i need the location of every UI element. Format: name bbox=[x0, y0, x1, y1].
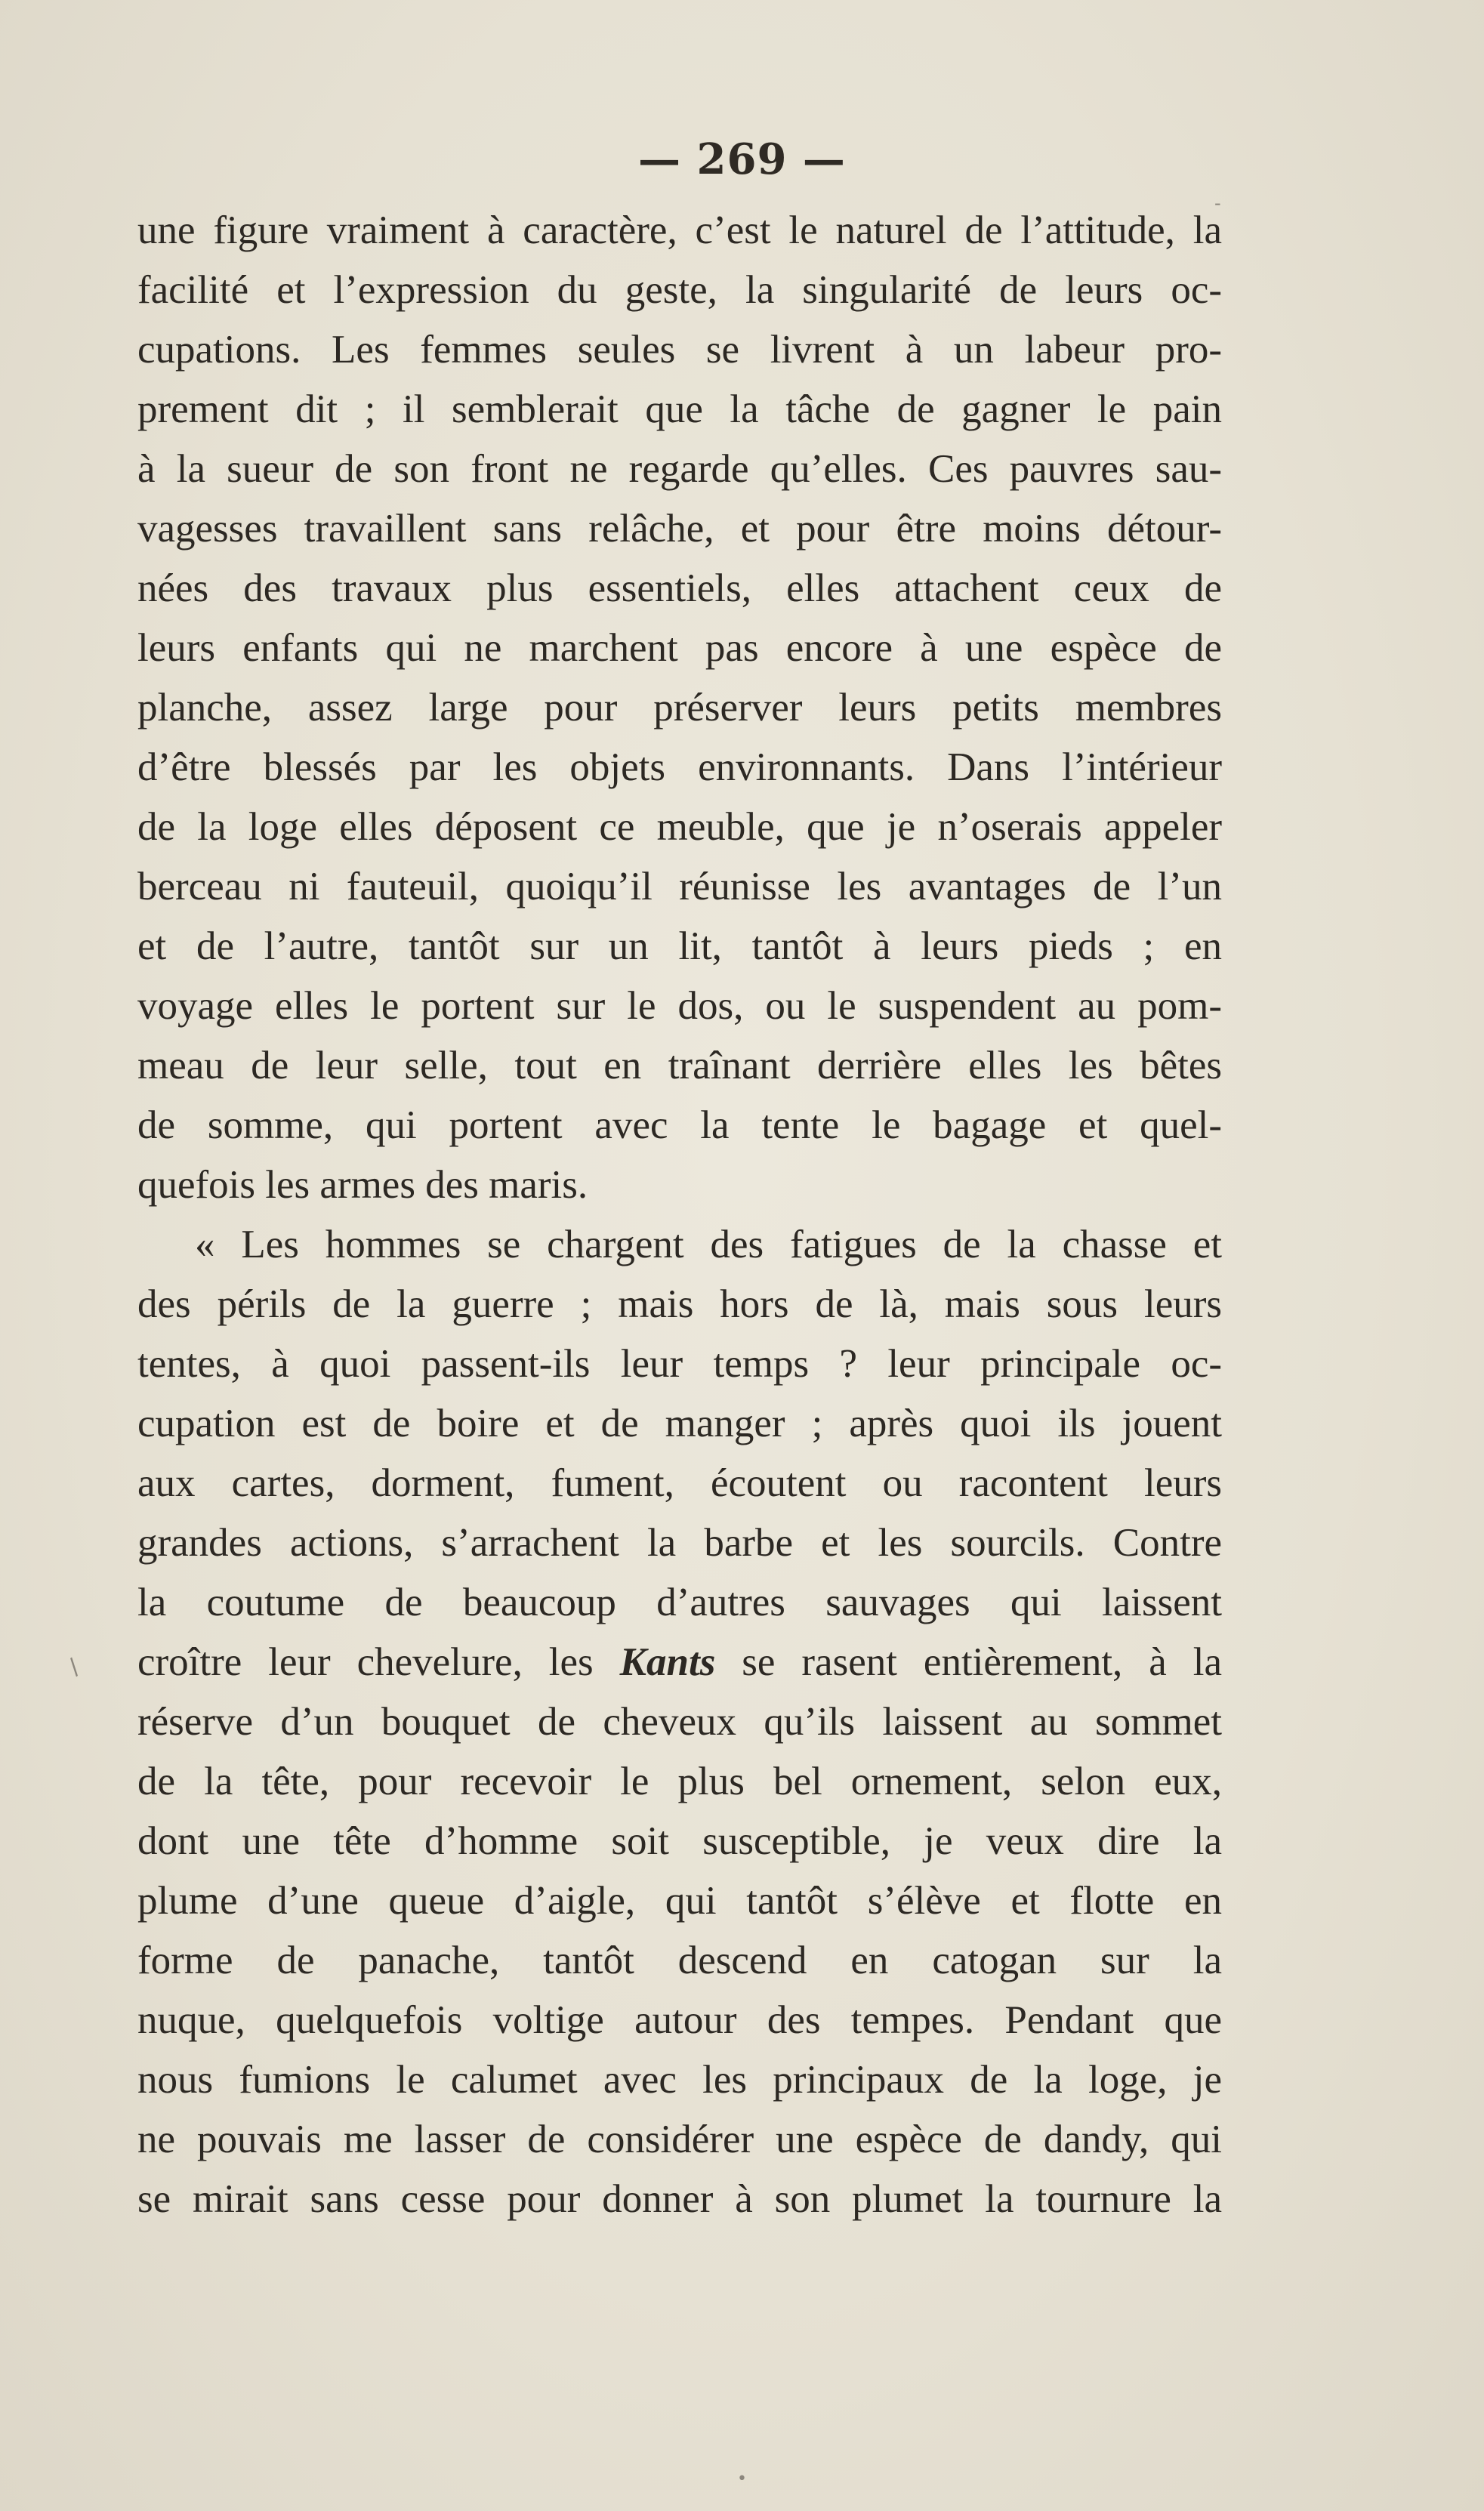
bottom-speck: • bbox=[737, 2469, 747, 2488]
text-line: forme de panache, tantôt descend en catogan sur la bbox=[137, 1939, 1222, 1982]
text-line: nées des travaux plus essentiels, elles attachent ceux de bbox=[137, 566, 1222, 610]
text-line: berceau ni fauteuil, quoiqu’il réunisse les avantages de l’un bbox=[137, 865, 1222, 908]
text-segment: croître leur chevelure, les bbox=[137, 1640, 594, 1684]
text-line: prement dit ; il semblerait que la tâche de gagner le pain bbox=[137, 387, 1222, 431]
text-line: et de l’autre, tantôt sur un lit, tantôt à leurs pieds ; en bbox=[137, 924, 1222, 968]
text-line: de la loge elles déposent ce meuble, que je n’oserais appeler bbox=[137, 805, 1222, 849]
text-line: meau de leur selle, tout en traînant derrière elles les bêtes bbox=[137, 1044, 1222, 1087]
text-line bbox=[137, 1640, 1222, 1685]
text-line: d’être blessés par les objets environnants. Dans l’intérieur bbox=[137, 745, 1222, 789]
text-line: nuque, quelquefois voltige autour des tempes. Pendant que bbox=[137, 1998, 1222, 2042]
text-line: grandes actions, s’arrachent la barbe et les sourcils. Contre bbox=[137, 1521, 1222, 1565]
text-line: cupation est de boire et de manger ; après quoi ils jouent bbox=[137, 1402, 1222, 1445]
text-line: une figure vraiment à caractère, c’est le naturel de l’attitude, la bbox=[137, 208, 1222, 252]
text-line: dont une tête d’homme soit susceptible, je veux dire la bbox=[137, 1819, 1222, 1863]
page-number: — 269 — bbox=[638, 134, 846, 184]
margin-mark: / bbox=[63, 1654, 85, 1680]
text-line: nous fumions le calumet avec les principaux de la loge, je bbox=[137, 2058, 1222, 2102]
text-line: la coutume de beaucoup d’autres sauvages qui laissent bbox=[137, 1581, 1222, 1624]
text-line: quefois les armes des maris. bbox=[137, 1163, 588, 1207]
text-segment: se rasent entièrement, à la bbox=[742, 1640, 1223, 1684]
text-line: réserve d’un bouquet de cheveux qu’ils laissent au sommet bbox=[137, 1700, 1222, 1744]
text-line: cupations. Les femmes seules se livrent à un labeur pro- bbox=[137, 328, 1222, 372]
text-line: aux cartes, dorment, fument, écoutent ou racontent leurs bbox=[137, 1461, 1222, 1505]
text-line: ne pouvais me lasser de considérer une espèce de dandy, qui bbox=[137, 2118, 1222, 2161]
text-line: de somme, qui portent avec la tente le bagage et quel- bbox=[137, 1103, 1222, 1147]
text-line: « Les hommes se chargent des fatigues de la chasse et bbox=[195, 1223, 1222, 1266]
text-line: facilité et l’expression du geste, la singularité de leurs oc- bbox=[137, 268, 1222, 312]
text-line: des périls de la guerre ; mais hors de là, mais sous leurs bbox=[137, 1282, 1222, 1326]
text-line: voyage elles le portent sur le dos, ou le suspendent au pom- bbox=[137, 984, 1222, 1028]
italic-term: Kants bbox=[619, 1640, 716, 1684]
text-line: vagesses travaillent sans relâche, et pour être moins détour- bbox=[137, 507, 1222, 551]
text-line: planche, assez large pour préserver leurs petits membres bbox=[137, 686, 1222, 730]
margin-mark: - bbox=[1214, 193, 1221, 214]
text-line: tentes, à quoi passent-ils leur temps ? leur principale oc- bbox=[137, 1342, 1222, 1386]
text-line: à la sueur de son front ne regarde qu’elles. Ces pauvres sau- bbox=[137, 447, 1222, 491]
text-line: plume d’une queue d’aigle, qui tantôt s’élève et flotte en bbox=[137, 1879, 1222, 1923]
text-line: se mirait sans cesse pour donner à son plumet la tournure la bbox=[137, 2177, 1222, 2221]
text-line: leurs enfants qui ne marchent pas encore à une espèce de bbox=[137, 626, 1222, 670]
text-line: de la tête, pour recevoir le plus bel ornement, selon eux, bbox=[137, 1760, 1222, 1803]
